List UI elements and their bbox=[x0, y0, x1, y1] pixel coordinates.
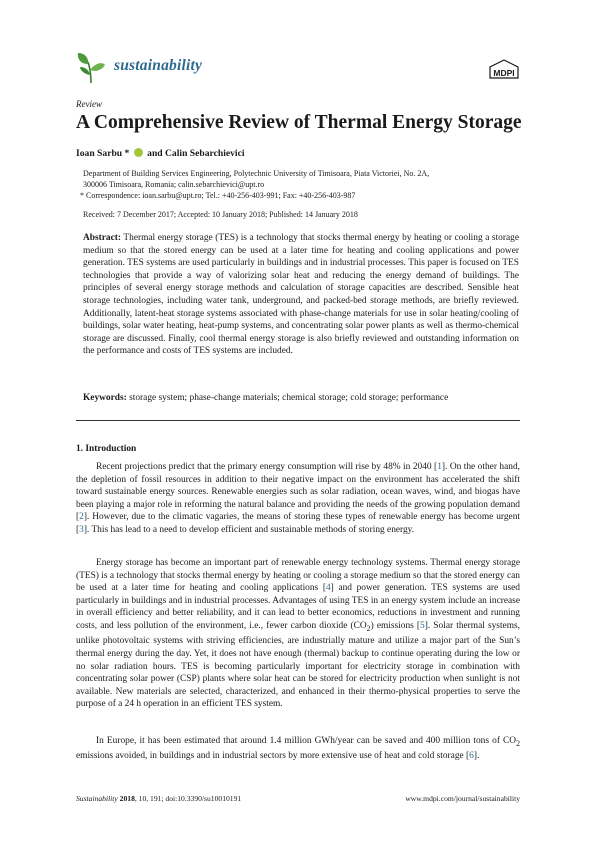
section-heading: 1. Introduction bbox=[76, 444, 137, 454]
body-paragraph: Energy storage has become an important part of renewable energy technology systems. Thermal energy storage (TES) is a technology that stocks thermal energy by heating or cooling a storage medium so that the stored energy can be used at a later time for heating and cooling applications [4] and power generation. TES systems are used particularly in buildings and in industrial processes. Advantages of using TES in an energy system include an increase in overall efficiency and better reliability, and it can lead to better economics, reductions in investment and running costs, and less pollution of the environment, i.e., fewer carbon dioxide $(CO_2)$ emissions [5]. Solar thermal systems, unlike photovoltaic systems with striving efficiencies, are industrially mature and utilize a major part of the Sun’s thermal energy during the day. Yet, it does not have enough (thermal) backup to continue operating during the low or no solar radiation hours. TES is becoming particularly important for electricity storage in combination with concentrating solar power (CSP) plants where solar heat can be stored for electricity production when sunlight is not available. New materials are selected, characterized, and enhanced in their thermo-physical properties to serve the purpose of a 24 h operation in an efficient TES system. bbox=[76, 558, 520, 710]
section-divider bbox=[76, 420, 520, 421]
body-paragraph: Recent projections predict that the primary energy consumption will rise by 48% in 2040 [1]. On the other hand, the depletion of fossil resources in addition to their negative impact on the environment has accelerated the shift toward sustainable energy sources. Renewable energies such as solar radiation, ocean waves, wind, and biogas have been playing a major role in reforming the natural balance and providing the needs of the growing population demand [2]. However, due to the climatic vagaries, the means of storing these types of renewable energy has become urgent [3]. This has lead to a need to develop efficient and sustainable methods of storing energy. bbox=[76, 462, 520, 535]
author-name: Ioan Sarbu bbox=[76, 148, 123, 159]
affiliation bbox=[83, 168, 523, 190]
correspondence: * Correspondence: ioan.sarbu@upt.ro; Tel.: +40-256-403-991; Fax: +40-256-403-987 bbox=[80, 191, 356, 200]
reference-link[interactable]: 5 bbox=[420, 620, 425, 631]
journal-name: sustainability bbox=[114, 57, 203, 74]
article-title: A Comprehensive Review of Thermal Energy Storage bbox=[76, 112, 522, 133]
corresponding-mark: * bbox=[122, 148, 130, 159]
abstract-text: Thermal energy storage (TES) is a technology that stocks thermal energy by heating or cooling a storage medium so that the stored energy can be used at a later time for heating and cooling applications and power generation. TES systems are used particularly in buildings and in industrial processes. This paper is focused on TES technologies that provide a way of valorizing solar heat and reducing the energy demand of buildings. The principles of several energy storage methods and calculation of storage capacities are described. Sensible heat storage technologies, including water tank, underground, and packed-bed storage methods, are briefly reviewed. Additionally, latent-heat storage systems associated with phase-change materials for use in solar heating/cooling of buildings, solar water heating, heat-pump systems, and concentrating solar power plants as well as thermo-chemical storage are discussed. Finally, cool thermal energy storage is also briefly reviewed and outstanding information on the performance and costs of TES systems are included. bbox=[83, 233, 519, 357]
abstract bbox=[83, 232, 519, 358]
publication-dates: Received: 7 December 2017; Accepted: 10 January 2018; Published: 14 January 2018 bbox=[83, 210, 358, 219]
keywords-text: storage system; phase-change materials; chemical storage; cold storage; performance bbox=[129, 393, 449, 403]
reference-link[interactable]: 2 bbox=[79, 512, 84, 523]
author-name: and Calin Sebarchievici bbox=[147, 148, 245, 159]
keywords bbox=[83, 392, 519, 405]
orcid-icon[interactable] bbox=[134, 148, 143, 157]
abstract-label: Abstract: bbox=[83, 233, 122, 243]
reference-link[interactable]: 1 bbox=[437, 462, 442, 472]
footer-journal-url[interactable]: www.mdpi.com/journal/sustainability bbox=[405, 794, 520, 803]
keywords-label: Keywords: bbox=[83, 393, 127, 403]
mdpi-logo-icon bbox=[488, 58, 520, 80]
leaf-logo-icon bbox=[76, 50, 106, 84]
mdpi-logo-text: MDPI bbox=[493, 68, 515, 78]
affiliation-line: Department of Building Services Engineering, Polytechnic University of Timisoara, Piata Victoriei, No. 2A, bbox=[83, 169, 430, 178]
body-paragraph: In Europe, it has been estimated that around 1.4 million GWh/year can be saved and 400 million tons of $CO_2$ emissions avoided, in buildings and in industrial sectors by more extensive use of heat and cold storage [6]. bbox=[76, 736, 520, 762]
footer-citation: Sustainability 2018, 10, 191; doi:10.3390/su10010191 bbox=[76, 794, 242, 803]
affiliation-line: 300006 Timisoara, Romania; calin.sebarchievici@upt.ro bbox=[83, 180, 265, 190]
reference-link[interactable]: 4 bbox=[325, 583, 331, 594]
reference-link[interactable]: 3 bbox=[79, 524, 84, 535]
author-list bbox=[76, 148, 245, 159]
article-type: Review bbox=[76, 99, 102, 109]
reference-link[interactable]: 6 bbox=[469, 751, 474, 762]
